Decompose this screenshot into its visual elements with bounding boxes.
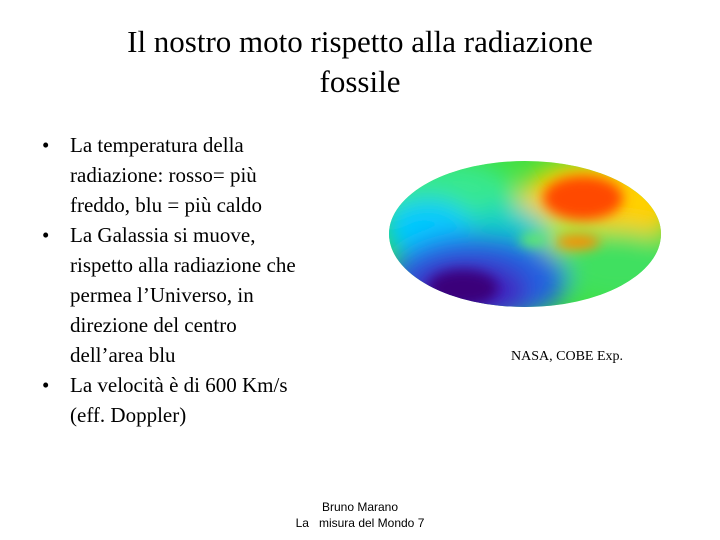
title-line-1: Il nostro moto rispetto alla radiazione <box>127 24 593 59</box>
bullet-marker: • <box>42 223 50 247</box>
bullet-line: rispetto alla radiazione che <box>70 253 296 277</box>
bullet-item <box>40 370 360 430</box>
bullet-list <box>40 130 360 430</box>
cmb-dipole-skymap <box>388 160 662 308</box>
slide-footer <box>270 499 450 531</box>
bullet-line: La Galassia si muove, <box>70 223 256 247</box>
bullet-line: La temperatura della <box>70 133 244 157</box>
image-credit: NASA, COBE Exp. <box>511 349 624 364</box>
bullet-item <box>40 220 360 370</box>
bullet-line: dell’area blu <box>70 343 176 367</box>
footer-course: La misura del Mondo 7 <box>295 516 425 530</box>
bullet-marker: • <box>42 373 50 397</box>
bullet-line: radiazione: rosso= più <box>70 163 257 187</box>
bullet-marker: • <box>42 133 50 157</box>
footer-author: Bruno Marano <box>321 500 399 514</box>
bullet-line: freddo, blu = più caldo <box>70 193 263 217</box>
title-line-2: fossile <box>319 64 401 99</box>
bullet-line: permea l’Universo, in <box>70 283 254 307</box>
bullet-line: La velocità è di 600 Km/s <box>70 373 288 397</box>
slide-title <box>40 22 680 102</box>
bullet-line: direzione del centro <box>70 313 237 337</box>
bullet-line: (eff. Doppler) <box>70 403 187 427</box>
bullet-item <box>40 130 360 220</box>
